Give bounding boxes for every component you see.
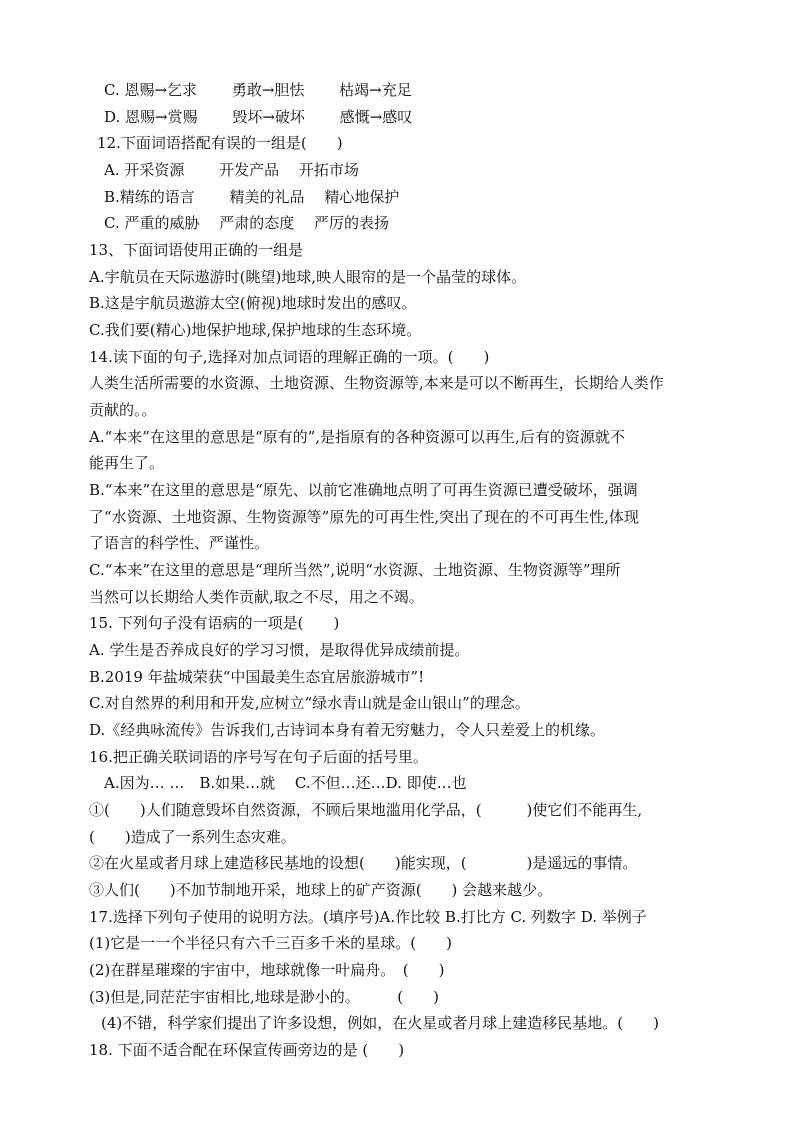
q16-item-1-line-2: ( )造成了一系列生态灾难。 (89, 828, 296, 846)
q14-option-b-line-3: 了语言的科学性、严谨性。 (89, 534, 270, 552)
question-13: 13、下面词语使用正确的一组是 (89, 241, 304, 259)
question-15: 15. 下列句子没有语病的一项是( ) (89, 614, 340, 632)
q14-option-c-line-1: C.“本来”在这里的意思是“理所当然”,说明“水资源、土地资源、生物资源等”理所 (89, 561, 621, 579)
q13-option-a: A.宇航员在天际遨游时(眺望)地球,映人眼帘的是一个晶莹的球体。 (89, 268, 527, 286)
q16-item-1-line-1: ①( )人们随意毁坏自然资源，不顾后果地滥用化学品，( )使它们不能再生, (89, 801, 643, 819)
q17-item-3: (3)但是,同茫茫宇宙相比,地球是渺小的。 ( ) (89, 988, 439, 1006)
question-12: 12.下面词语搭配有误的一组是( ) (97, 134, 343, 152)
q16-item-2: ②在火星或者月球上建造移民基地的设想( )能实现，( )是遥远的事情。 (89, 854, 638, 872)
q15-option-c: C.对自然界的利用和开发,应树立“绿水青山就是金山银山”的理念。 (89, 694, 530, 712)
q15-option-b: B.2019 年盐城荣获“中国最美生态宜居旅游城市”! (89, 668, 425, 686)
q12-option-a: A. 开采资源 开发产品 开拓市场 (104, 161, 359, 179)
q14-option-c-line-2: 当然可以长期给人类作贡献,取之不尽，用之不竭。 (89, 588, 424, 606)
option-d-line: D. 恩赐→赏赐 毁坏→破坏 感慨→感叹 (104, 108, 413, 126)
q13-option-b: B.这是宇航员遨游太空(俯视)地球时发出的感叹。 (89, 294, 417, 312)
q17-item-2: (2)在群星璀璨的宇宙中，地球就像一叶扁舟。 ( ) (89, 961, 445, 979)
question-18: 18. 下面不适合配在环保宣传画旁边的是 ( ) (89, 1041, 405, 1059)
q15-option-d: D.《经典咏流传》告诉我们,古诗词本身有着无穷魅力，令人只差爱上的机缘。 (89, 721, 606, 739)
q12-option-b: B.精练的语言 精美的礼品 精心地保护 (104, 188, 400, 206)
question-16: 16.把正确关联词语的序号写在句子后面的括号里。 (89, 748, 428, 766)
q16-item-3: ③人们( )不加节制地开采，地球上的矿产资源( ) 会越来越少。 (89, 881, 553, 899)
option-c-line: C. 恩赐→乞求 勇敢→胆怯 枯竭→充足 (104, 81, 412, 99)
q14-option-b-line-2: 了“水资源、土地资源、生物资源等”原先的可再生性,突出了现在的不可再生性,体现 (89, 508, 639, 526)
q17-item-4: (4)不错，科学家们提出了许多设想，例如，在火星或者月球上建造移民基地。( ) (101, 1014, 659, 1032)
q16-choices: A.因为… … B.如果…就 C.不但…还…D. 即使…也 (104, 774, 467, 792)
q14-passage-line-1: 人类生活所需要的水资源、土地资源、生物资源等,本来是可以不断再生，长期给人类作 (89, 374, 664, 392)
question-14: 14.读下面的句子,选择对加点词语的理解正确的一项。( ) (89, 348, 490, 366)
question-17: 17.选择下列句子使用的说明方法。(填序号)A.作比较 B.打比方 C. 列数字 D. 举例子 (89, 908, 647, 926)
q17-item-1: (1)它是一一个半径只有六千三百多千米的星球。( ) (89, 934, 452, 952)
q15-option-a: A. 学生是否养成良好的学习习惯，是取得优异成绩前提。 (89, 641, 470, 659)
q14-option-a-line-2: 能再生了。 (89, 454, 165, 472)
q13-option-c: C.我们要(精心)地保护地球,保护地球的生态环境。 (89, 321, 422, 339)
q12-option-c: C. 严重的威胁 严肃的态度 严厉的表扬 (104, 214, 390, 232)
q14-passage-line-2: 贡献的。。 (89, 401, 157, 419)
q14-option-a-line-1: A.“本来”在这里的意思是“原有的”,是指原有的各种资源可以再生,后有的资源就不 (89, 428, 625, 446)
q14-option-b-line-1: B.“本来”在这里的意思是“原先、以前它准确地点明了可再生资源已遭受破坏，强调 (89, 481, 638, 499)
